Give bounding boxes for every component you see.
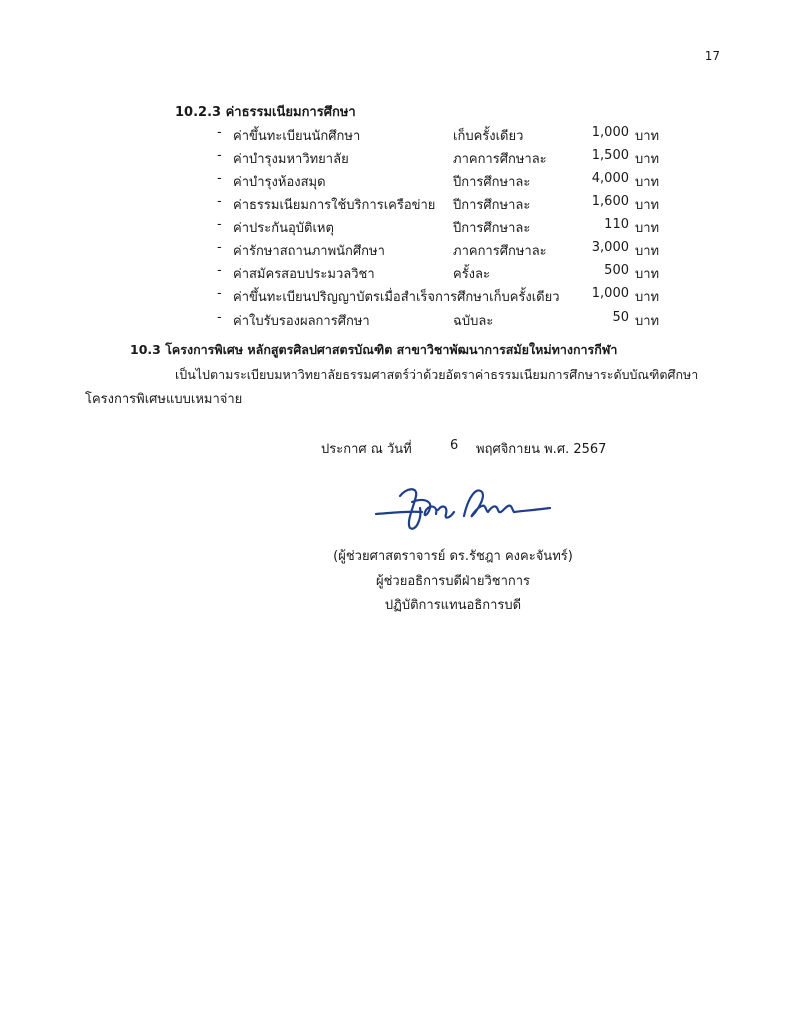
fee-frequency: ฉบับละ	[453, 314, 494, 329]
bullet-dash: -	[217, 240, 222, 255]
fee-label: ค่าขึ้นทะเบียนนักศึกษา	[233, 129, 361, 144]
fee-label: ค่าบำรุงมหาวิทยาลัย	[233, 152, 349, 167]
fee-frequency: ปีการศึกษาละ	[453, 198, 531, 213]
fee-row	[217, 194, 677, 216]
bullet-dash: -	[217, 286, 222, 301]
fee-frequency: ปีการศึกษาละ	[453, 175, 531, 190]
fee-amount: 50	[612, 310, 629, 325]
signatory-acting-title: ปฏิบัติการแทนอธิการบดี	[384, 598, 522, 613]
fee-unit: บาท	[635, 290, 660, 305]
announcement-day: 6	[450, 438, 459, 453]
fee-unit: บาท	[635, 129, 660, 144]
fee-frequency: ครั้งละ	[453, 267, 490, 282]
fee-label: ค่าใบรับรองผลการศึกษา	[233, 314, 370, 329]
bullet-dash: -	[217, 194, 222, 209]
fee-frequency: ภาคการศึกษาละ	[453, 244, 547, 259]
fee-amount: 1,000	[591, 125, 629, 140]
fee-unit: บาท	[635, 152, 660, 167]
fee-frequency: ปีการศึกษาละ	[453, 221, 531, 236]
bullet-dash: -	[217, 310, 222, 325]
announcement-prefix: ประกาศ ณ วันที่	[321, 442, 412, 457]
fee-unit: บาท	[635, 314, 660, 329]
fee-row	[217, 171, 677, 193]
fee-frequency: ภาคการศึกษาละ	[453, 152, 547, 167]
fee-label: ค่าธรรมเนียมการใช้บริการเครือข่าย	[233, 198, 436, 213]
fee-amount: 4,000	[591, 171, 629, 186]
fee-row	[217, 217, 677, 239]
fee-label: ค่าประกันอุบัติเหตุ	[233, 221, 334, 236]
fee-amount: 500	[604, 263, 629, 278]
signature-image	[372, 478, 557, 536]
fee-label: ค่ารักษาสถานภาพนักศึกษา	[233, 244, 385, 259]
fee-amount: 110	[604, 217, 629, 232]
fee-amount: 1,500	[591, 148, 629, 163]
fee-amount: 1,000	[591, 286, 629, 301]
bullet-dash: -	[217, 217, 222, 232]
signatory-name: (ผู้ช่วยศาสตราจารย์ ดร.รัชฎา คงคะจันทร์)	[333, 549, 573, 564]
fee-row	[217, 125, 677, 147]
bullet-dash: -	[217, 171, 222, 186]
fee-row	[217, 148, 677, 170]
paragraph-line-2: โครงการพิเศษแบบเหมาจ่าย	[85, 392, 243, 407]
fee-frequency: เก็บครั้งเดียว	[453, 129, 524, 144]
announcement-month-year: พฤศจิกายน พ.ศ. 2567	[476, 442, 607, 457]
fee-unit: บาท	[635, 198, 660, 213]
paragraph-line-1: เป็นไปตามระเบียบมหาวิทยาลัยธรรมศาสตร์ว่าด้วยอัตราค่าธรรมเนียมการศึกษาระดับบัณฑิตศึกษา	[175, 367, 699, 382]
page-number: 17	[704, 49, 720, 63]
fee-label: ค่าขึ้นทะเบียนปริญญาบัตรเมื่อสำเร็จการศึกษาเก็บครั้งเดียว	[233, 290, 560, 305]
fee-row	[217, 240, 677, 262]
fee-unit: บาท	[635, 175, 660, 190]
fee-label: ค่าบำรุงห้องสมุด	[233, 175, 326, 190]
section-10-3-heading: 10.3 โครงการพิเศษ หลักสูตรศิลปศาสตรบัณฑิต สาขาวิชาพัฒนาการสมัยใหม่ทางการกีฬา	[130, 342, 618, 357]
fee-row	[217, 310, 677, 332]
fee-amount: 3,000	[591, 240, 629, 255]
fee-unit: บาท	[635, 267, 660, 282]
section-10-2-3-heading: 10.2.3 ค่าธรรมเนียมการศึกษา	[175, 105, 356, 120]
bullet-dash: -	[217, 148, 222, 163]
fee-row	[217, 263, 677, 285]
bullet-dash: -	[217, 125, 222, 140]
fee-unit: บาท	[635, 244, 660, 259]
fee-row	[217, 286, 677, 308]
fee-unit: บาท	[635, 221, 660, 236]
signatory-position: ผู้ช่วยอธิการบดีฝ่ายวิชาการ	[375, 574, 531, 589]
fee-label: ค่าสมัครสอบประมวลวิชา	[233, 267, 375, 282]
fee-amount: 1,600	[591, 194, 629, 209]
bullet-dash: -	[217, 263, 222, 278]
